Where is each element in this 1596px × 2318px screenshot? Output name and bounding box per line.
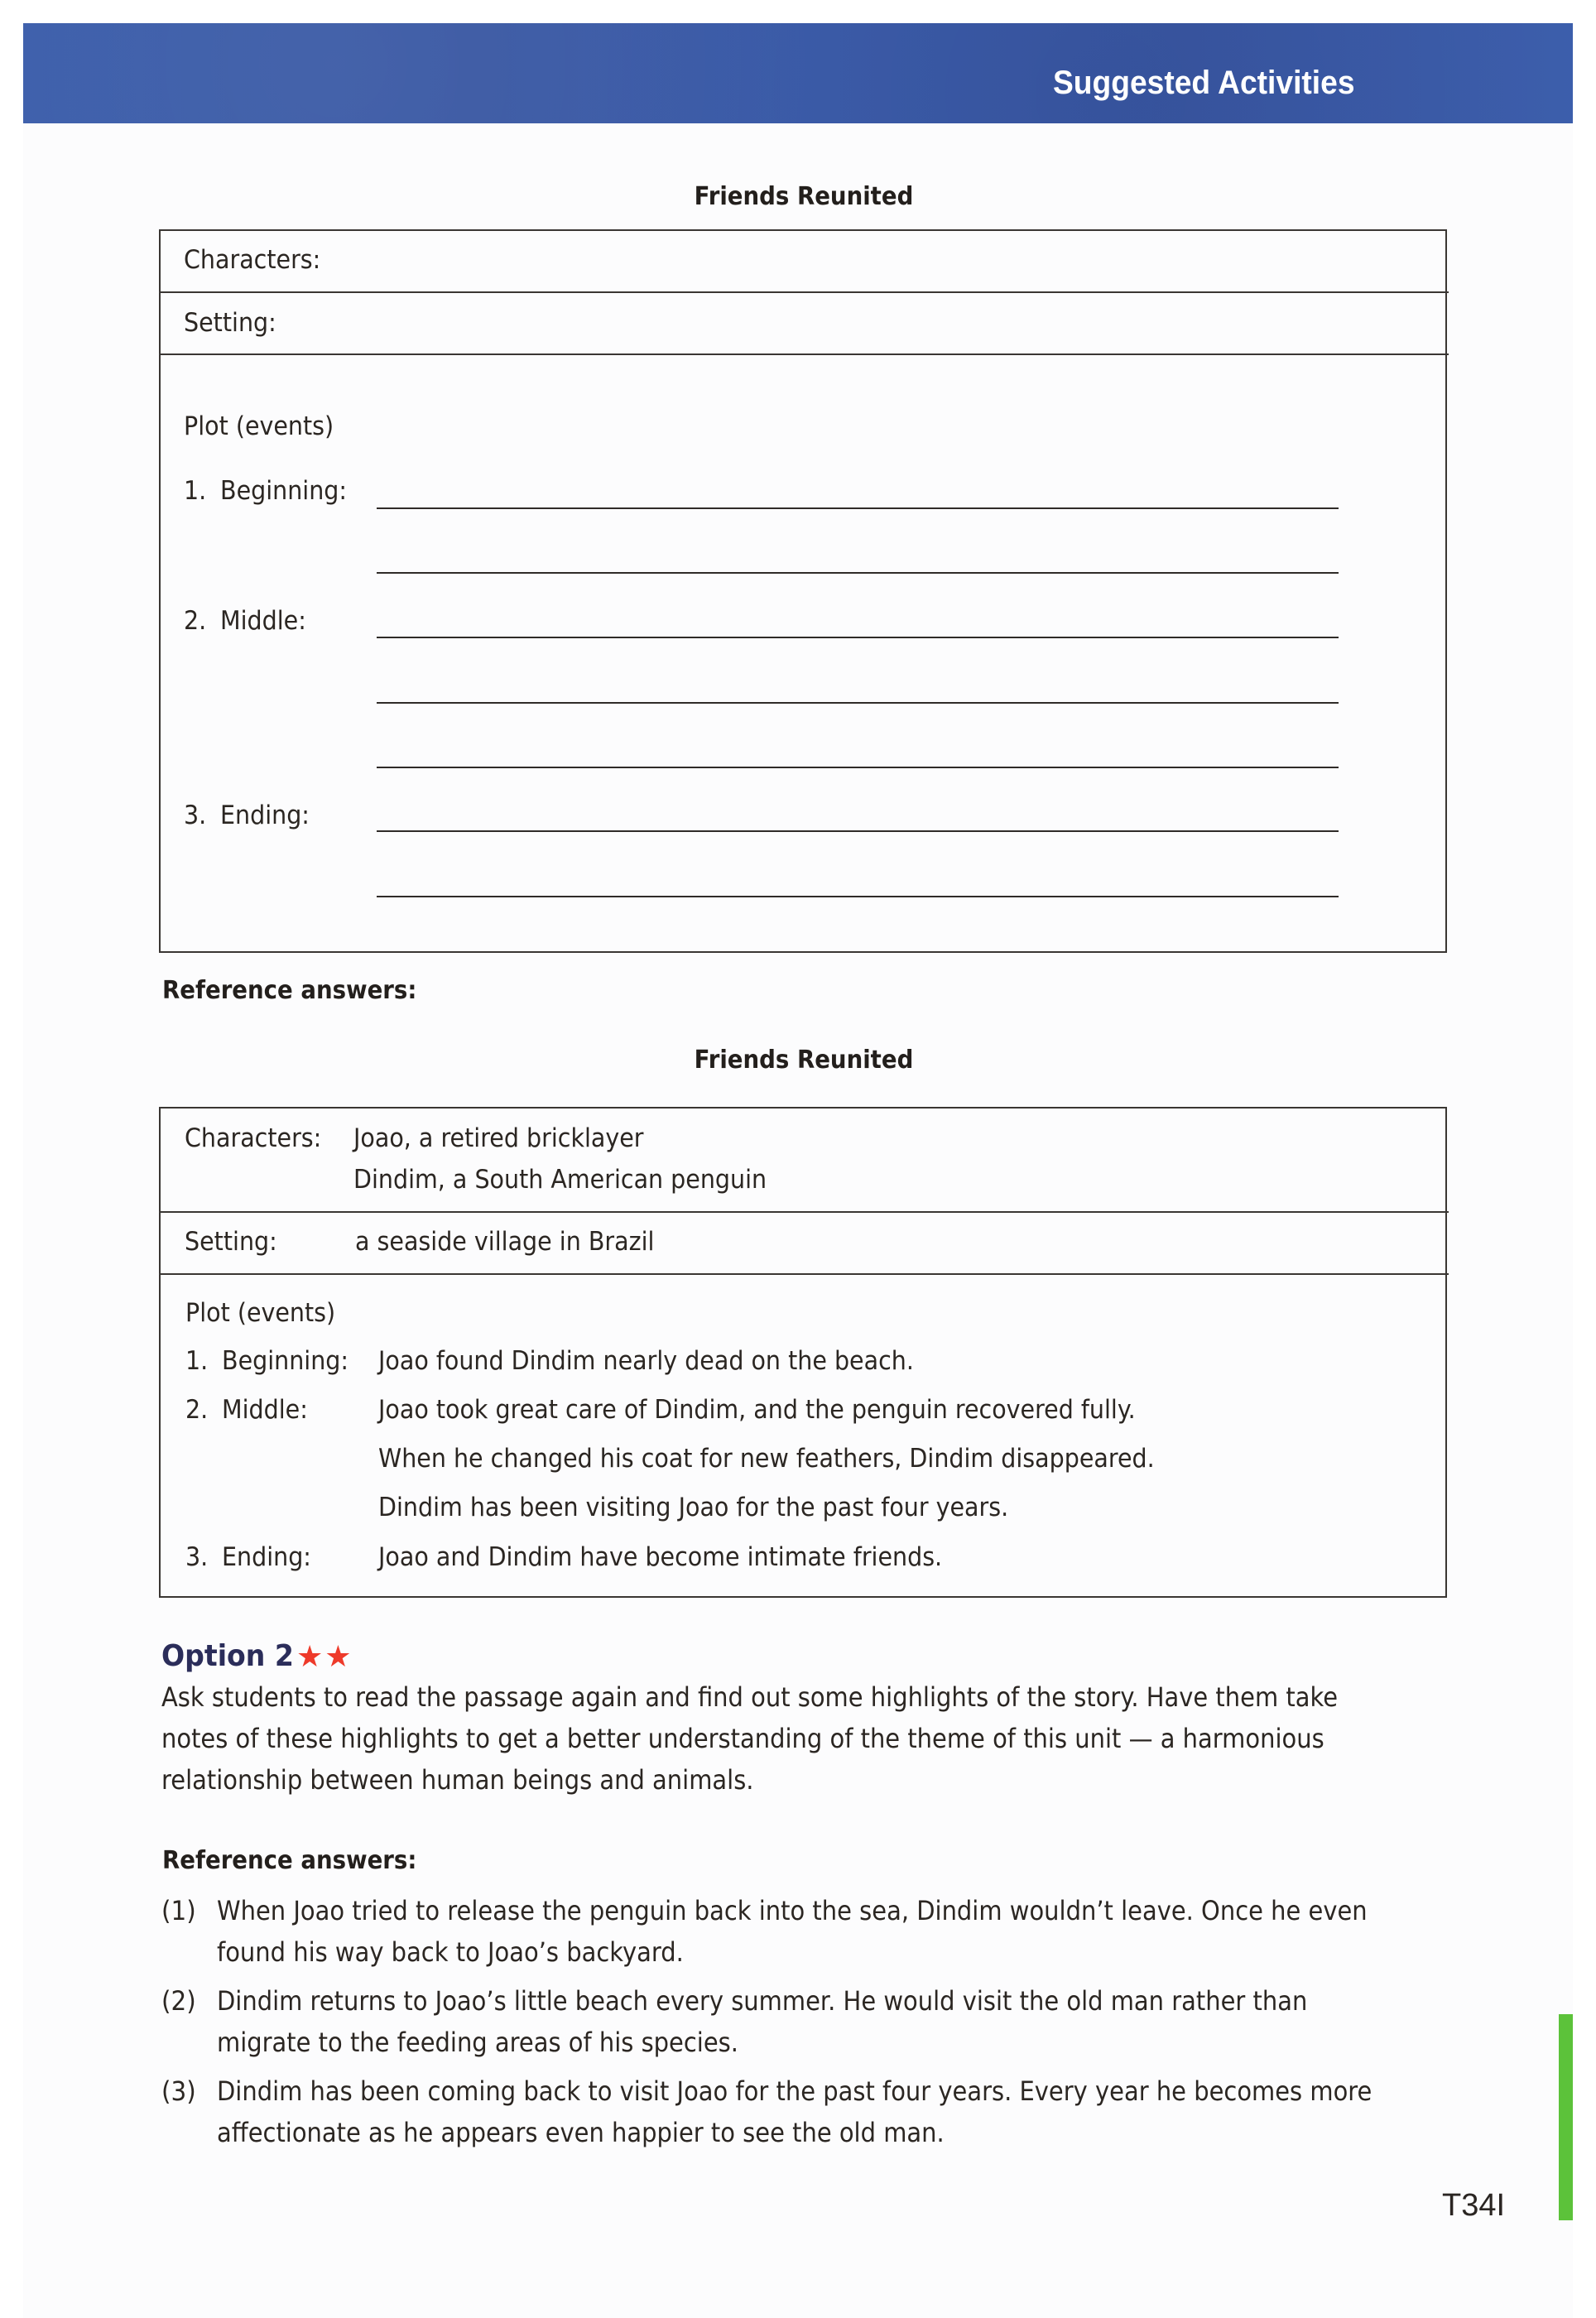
plot-middle-label: Middle:	[222, 1395, 308, 1425]
plot-beginning-label: Beginning:	[220, 476, 348, 506]
worksheet-table	[159, 229, 1447, 953]
setting-label: Setting:	[185, 1227, 277, 1257]
middle-answer-line[interactable]	[377, 767, 1339, 768]
character-1: Joao, a retired bricklayer	[353, 1123, 644, 1153]
option-2-heading: Option 2	[161, 1639, 294, 1673]
answer-text: found his way back to Joao’s backyard.	[217, 1936, 684, 1968]
plot-num: 2.	[185, 1395, 209, 1425]
answer-text: affectionate as he appears even happier to see the old man.	[217, 2117, 945, 2148]
option-2-paragraph-line: relationship between human beings and animals.	[161, 1764, 754, 1796]
option-2-paragraph-line: Ask students to read the passage again and find out some highlights of the story. Have them take	[161, 1681, 1339, 1713]
plot-middle-label: Middle:	[220, 606, 306, 636]
row-divider	[159, 1211, 1449, 1213]
reference-answers-heading: Reference answers:	[162, 976, 417, 1005]
beginning-answer-line[interactable]	[377, 507, 1339, 509]
option-2-paragraph-line: notes of these highlights to get a better understanding of the theme of this unit — a harmonious	[161, 1723, 1324, 1754]
beginning-answer-line[interactable]	[377, 572, 1339, 574]
plot-num: 1.	[185, 1346, 209, 1376]
answer-text: When Joao tried to release the penguin back into the sea, Dindim wouldn’t leave. Once he even	[217, 1895, 1368, 1926]
plot-num: 3.	[185, 1542, 209, 1572]
star-rating-icon: ★★	[296, 1640, 353, 1674]
plot-middle-text: Joao took great care of Dindim, and the penguin recovered fully.	[378, 1395, 1136, 1425]
character-2: Dindim, a South American penguin	[353, 1165, 767, 1195]
plot-num: 1.	[184, 476, 207, 506]
ending-answer-line[interactable]	[377, 896, 1339, 897]
plot-middle-text: When he changed his coat for new feathers, Dindim disappeared.	[378, 1444, 1155, 1474]
worksheet-title: Friends Reunited	[694, 182, 914, 211]
answer-num: (2)	[161, 1985, 196, 2017]
middle-answer-line[interactable]	[377, 637, 1339, 638]
ending-answer-line[interactable]	[377, 830, 1339, 832]
characters-label: Characters:	[184, 245, 321, 275]
answer-num: (1)	[161, 1895, 196, 1926]
reference-table-title: Friends Reunited	[694, 1046, 914, 1075]
setting-value: a seaside village in Brazil	[355, 1227, 655, 1257]
answer-text: Dindim returns to Joao’s little beach every summer. He would visit the old man rather than	[217, 1985, 1308, 2017]
plot-ending-text: Joao and Dindim have become intimate friends.	[378, 1542, 943, 1572]
plot-ending-label: Ending:	[220, 801, 310, 830]
plot-num: 2.	[184, 606, 207, 636]
plot-ending-label: Ending:	[222, 1542, 311, 1572]
answer-text: Dindim has been coming back to visit Joao for the past four years. Every year he becomes more	[217, 2075, 1372, 2107]
reference-answers-heading: Reference answers:	[162, 1846, 417, 1875]
answer-text: migrate to the feeding areas of his species.	[217, 2027, 738, 2058]
row-divider	[159, 353, 1449, 355]
plot-num: 3.	[184, 801, 207, 830]
characters-label: Characters:	[185, 1123, 322, 1153]
setting-label: Setting:	[184, 308, 276, 338]
row-divider	[159, 1273, 1449, 1275]
chapter-tab-marker	[1559, 2014, 1573, 2220]
plot-beginning-label: Beginning:	[222, 1346, 349, 1376]
plot-label: Plot (events)	[185, 1298, 336, 1328]
banner-title: Suggested Activities	[1053, 65, 1355, 101]
answer-num: (3)	[161, 2075, 196, 2107]
plot-middle-text: Dindim has been visiting Joao for the past four years.	[378, 1493, 1009, 1522]
plot-label: Plot (events)	[184, 411, 334, 441]
page-number: T34I	[1442, 2188, 1506, 2223]
row-divider	[159, 291, 1449, 293]
plot-beginning-text: Joao found Dindim nearly dead on the beach.	[378, 1346, 914, 1376]
middle-answer-line[interactable]	[377, 702, 1339, 704]
